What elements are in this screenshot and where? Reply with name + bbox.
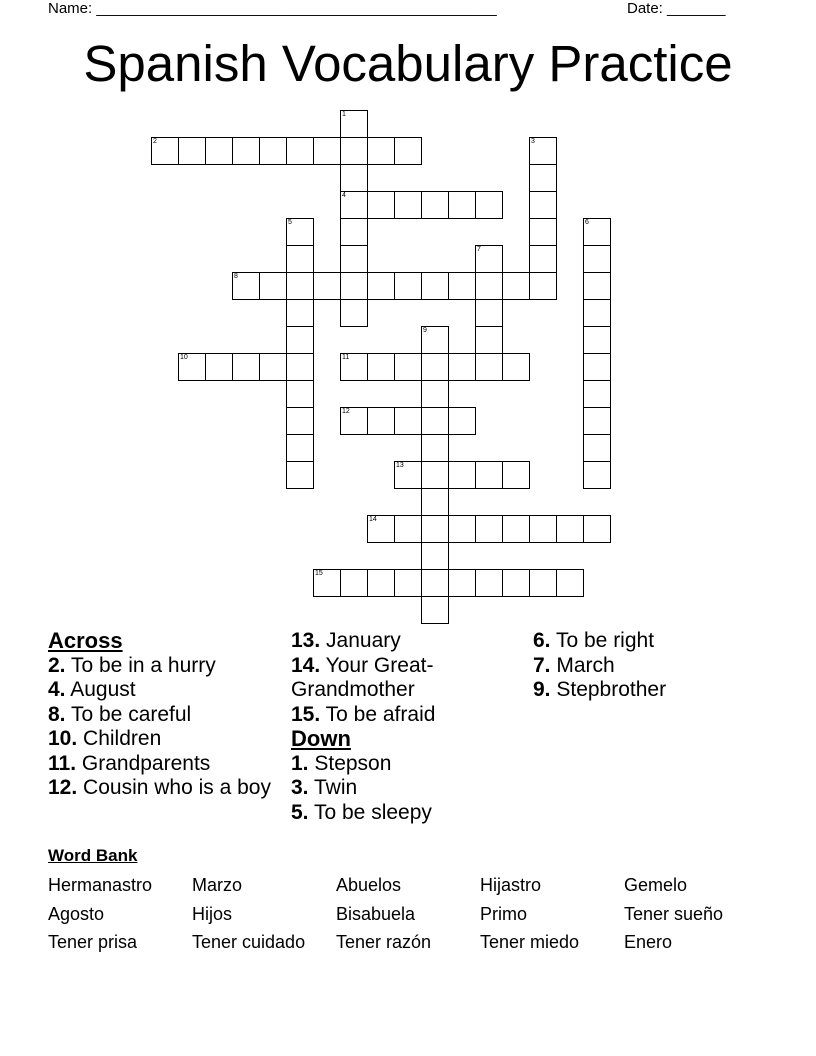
crossword-cell[interactable]	[313, 272, 341, 300]
clue-text: Children	[83, 727, 162, 750]
clue-text: August	[70, 678, 136, 701]
word-bank-item: Tener prisa	[48, 932, 138, 952]
crossword-cell[interactable]	[529, 569, 557, 597]
crossword-cell[interactable]	[421, 461, 449, 489]
crossword-cell[interactable]	[583, 299, 611, 327]
crossword-cell[interactable]	[394, 569, 422, 597]
crossword-cell[interactable]	[583, 407, 611, 435]
clue-number-label: 15	[315, 570, 323, 577]
crossword-cell[interactable]	[583, 461, 611, 489]
crossword-cell[interactable]	[529, 137, 557, 165]
clue-across-4	[48, 678, 273, 703]
clue-down-3	[291, 776, 521, 801]
crossword-cell[interactable]	[286, 218, 314, 246]
crossword-cell[interactable]	[448, 353, 476, 381]
crossword-cell[interactable]	[286, 326, 314, 354]
crossword-cell[interactable]	[286, 461, 314, 489]
clue-text: Your Great-Grandmother	[291, 653, 434, 701]
clue-number-label: 7	[477, 246, 481, 253]
crossword-cell[interactable]	[421, 272, 449, 300]
across-heading: Across	[48, 628, 123, 653]
crossword-cell[interactable]	[421, 488, 449, 516]
crossword-cell[interactable]	[556, 515, 584, 543]
word-bank-item: Tener razón	[336, 932, 432, 952]
crossword-cell[interactable]	[178, 353, 206, 381]
clue-across-10	[48, 727, 273, 752]
word-bank-item: Abuelos	[336, 875, 402, 895]
clue-number-label: 6	[585, 219, 589, 226]
crossword-cell[interactable]	[286, 380, 314, 408]
crossword-cell[interactable]	[421, 569, 449, 597]
clues-column-2	[291, 629, 521, 825]
clue-number: 14.	[291, 653, 321, 677]
clue-number-label: 2	[153, 138, 157, 145]
crossword-cell[interactable]	[583, 218, 611, 246]
crossword-cell[interactable]	[367, 353, 395, 381]
crossword-cell[interactable]	[367, 515, 395, 543]
clue-number: 9.	[533, 678, 551, 701]
crossword-cell[interactable]	[448, 272, 476, 300]
crossword-cell[interactable]	[448, 191, 476, 219]
crossword-cell[interactable]	[367, 569, 395, 597]
crossword-cell[interactable]	[340, 353, 368, 381]
date-field-label: Date: _______	[627, 0, 726, 17]
word-bank-item: Agosto	[48, 903, 105, 924]
clue-number-label: 5	[288, 219, 292, 226]
crossword-cell[interactable]	[502, 272, 530, 300]
word-bank-item: Marzo	[192, 875, 243, 895]
crossword-cell[interactable]	[340, 218, 368, 246]
clue-down-1	[291, 752, 521, 777]
crossword-cell[interactable]	[448, 515, 476, 543]
clue-text: To be sleepy	[313, 800, 432, 824]
clue-text: To be in a hurry	[70, 653, 216, 677]
clue-down-6	[533, 629, 763, 654]
clue-number-label: 14	[369, 516, 377, 523]
crossword-cell[interactable]	[529, 245, 557, 273]
crossword-cell[interactable]	[502, 569, 530, 597]
crossword-cell[interactable]	[529, 515, 557, 543]
crossword-cell[interactable]	[475, 569, 503, 597]
crossword-cell[interactable]	[394, 461, 422, 489]
clue-across-13	[291, 629, 521, 654]
crossword-cell[interactable]	[394, 515, 422, 543]
crossword-cell[interactable]	[340, 191, 368, 219]
clue-number: 10.	[48, 727, 78, 750]
clue-number: 12.	[48, 776, 78, 799]
crossword-cell[interactable]	[475, 353, 503, 381]
crossword-cell[interactable]	[421, 434, 449, 462]
crossword-cell[interactable]	[421, 380, 449, 408]
word-bank-item: Gemelo	[624, 875, 688, 895]
clue-down-7	[533, 654, 763, 679]
crossword-cell[interactable]	[448, 569, 476, 597]
clue-text: To be afraid	[325, 702, 436, 726]
crossword-cell[interactable]	[259, 137, 287, 165]
clue-text: Grandparents	[81, 751, 211, 775]
clue-number: 5.	[291, 800, 309, 824]
crossword-cell[interactable]	[394, 272, 422, 300]
name-field-label: Name: ________________________________________________	[48, 0, 497, 17]
clue-text: Stepbrother	[556, 678, 667, 701]
crossword-cell[interactable]	[421, 407, 449, 435]
clue-number-label: 11	[342, 354, 350, 361]
clue-number-label: 9	[423, 327, 427, 334]
clue-across-2	[48, 654, 273, 679]
crossword-cell[interactable]	[340, 245, 368, 273]
clue-number-label: 4	[342, 192, 346, 199]
word-bank	[48, 871, 768, 957]
word-bank-item: Hijastro	[480, 875, 542, 895]
clue-number-label: 13	[396, 462, 404, 469]
clue-number: 7.	[533, 653, 551, 677]
clue-across-11	[48, 752, 273, 777]
clue-down-5	[291, 801, 521, 826]
crossword-cell[interactable]	[529, 272, 557, 300]
clue-number: 6.	[533, 629, 551, 652]
clue-text: January	[326, 629, 401, 652]
clue-text: Cousin who is a boy	[83, 776, 271, 799]
crossword-cell[interactable]	[448, 407, 476, 435]
clue-number-label: 8	[234, 273, 238, 280]
crossword-cell[interactable]	[367, 407, 395, 435]
down-heading: Down	[291, 726, 351, 751]
crossword-cell[interactable]	[394, 407, 422, 435]
crossword-cell[interactable]	[421, 353, 449, 381]
crossword-cell[interactable]	[367, 191, 395, 219]
crossword-cell[interactable]	[151, 137, 179, 165]
crossword-cell[interactable]	[286, 245, 314, 273]
crossword-cell[interactable]	[340, 164, 368, 192]
crossword-cell[interactable]	[448, 461, 476, 489]
clue-number: 15.	[291, 702, 321, 726]
clue-across-14	[291, 654, 521, 703]
crossword-cell[interactable]	[367, 272, 395, 300]
crossword-cell[interactable]	[286, 272, 314, 300]
crossword-cell[interactable]	[340, 407, 368, 435]
word-bank-item: Tener miedo	[480, 932, 580, 952]
crossword-cell[interactable]	[286, 137, 314, 165]
clue-number: 8.	[48, 702, 66, 726]
crossword-cell[interactable]	[475, 461, 503, 489]
crossword-cell[interactable]	[421, 515, 449, 543]
crossword-cell[interactable]	[529, 218, 557, 246]
crossword-cell[interactable]	[583, 353, 611, 381]
crossword-cell[interactable]	[502, 515, 530, 543]
crossword-cell[interactable]	[232, 272, 260, 300]
word-bank-item: Tener cuidado	[192, 932, 306, 952]
word-bank-item: Hermanastro	[48, 875, 153, 895]
clue-text: To be careful	[70, 702, 192, 726]
page-title: Spanish Vocabulary Practice	[83, 35, 733, 92]
crossword-cell[interactable]	[259, 272, 287, 300]
crossword-cell[interactable]	[286, 434, 314, 462]
clue-across-12	[48, 776, 273, 801]
crossword-cell[interactable]	[583, 380, 611, 408]
clue-text: Stepson	[314, 751, 392, 775]
crossword-cell[interactable]	[232, 353, 260, 381]
clue-number: 13.	[291, 629, 321, 652]
crossword-cell[interactable]	[259, 353, 287, 381]
crossword-cell[interactable]	[394, 137, 422, 165]
crossword-cell[interactable]	[313, 569, 341, 597]
word-bank-item: Hijos	[192, 903, 233, 924]
crossword-cell[interactable]	[502, 461, 530, 489]
crossword-cell[interactable]	[394, 191, 422, 219]
crossword-cell[interactable]	[286, 353, 314, 381]
clues-column-3	[533, 629, 763, 703]
clue-text: March	[556, 653, 615, 677]
word-bank-item: Bisabuela	[336, 903, 416, 924]
crossword-cell[interactable]	[421, 326, 449, 354]
clue-number: 3.	[291, 776, 309, 799]
crossword-cell[interactable]	[205, 137, 233, 165]
crossword-cell[interactable]	[340, 272, 368, 300]
crossword-cell[interactable]	[232, 137, 260, 165]
crossword-cell[interactable]	[475, 299, 503, 327]
clue-down-9	[533, 678, 763, 703]
crossword-cell[interactable]	[583, 515, 611, 543]
crossword-cell[interactable]	[340, 137, 368, 165]
clue-number: 1.	[291, 751, 309, 775]
crossword-cell[interactable]	[421, 596, 449, 624]
word-bank-item: Primo	[480, 903, 528, 924]
crossword-cell[interactable]	[313, 137, 341, 165]
crossword-cell[interactable]	[367, 137, 395, 165]
crossword-cell[interactable]	[529, 191, 557, 219]
crossword-cell[interactable]	[286, 407, 314, 435]
clue-number: 4.	[48, 678, 66, 701]
clues-column-1	[48, 629, 273, 801]
crossword-cell[interactable]	[394, 353, 422, 381]
crossword-cell[interactable]	[583, 272, 611, 300]
crossword-cell[interactable]	[583, 434, 611, 462]
crossword-cell[interactable]	[178, 137, 206, 165]
crossword-cell[interactable]	[205, 353, 233, 381]
crossword-cell[interactable]	[475, 326, 503, 354]
crossword-cell[interactable]	[286, 299, 314, 327]
clue-across-8	[48, 703, 273, 728]
crossword-cell[interactable]	[475, 515, 503, 543]
crossword-cell[interactable]	[583, 326, 611, 354]
crossword-cell[interactable]	[556, 569, 584, 597]
crossword-cell[interactable]	[475, 191, 503, 219]
clue-number: 11.	[48, 751, 77, 775]
word-bank-item: Enero	[624, 932, 673, 952]
crossword-cell[interactable]	[340, 569, 368, 597]
clue-number-label: 3	[531, 138, 535, 145]
crossword-cell[interactable]	[340, 110, 368, 138]
word-bank-item: Tener sueño	[624, 903, 724, 924]
crossword-cell[interactable]	[340, 299, 368, 327]
clue-number-label: 12	[342, 408, 350, 415]
clue-number: 2.	[48, 653, 66, 677]
clue-number-label: 10	[180, 354, 188, 361]
crossword-cell[interactable]	[421, 191, 449, 219]
clue-text: Twin	[313, 776, 358, 799]
crossword-cell[interactable]	[475, 272, 503, 300]
word-bank-title: Word Bank	[48, 846, 138, 865]
crossword-cell[interactable]	[475, 245, 503, 273]
crossword-cell[interactable]	[583, 245, 611, 273]
clue-across-15	[291, 703, 521, 728]
crossword-cell[interactable]	[502, 353, 530, 381]
crossword-cell[interactable]	[421, 542, 449, 570]
crossword-cell[interactable]	[529, 164, 557, 192]
clue-number-label: 1	[342, 111, 346, 118]
clue-text: To be right	[555, 629, 655, 652]
